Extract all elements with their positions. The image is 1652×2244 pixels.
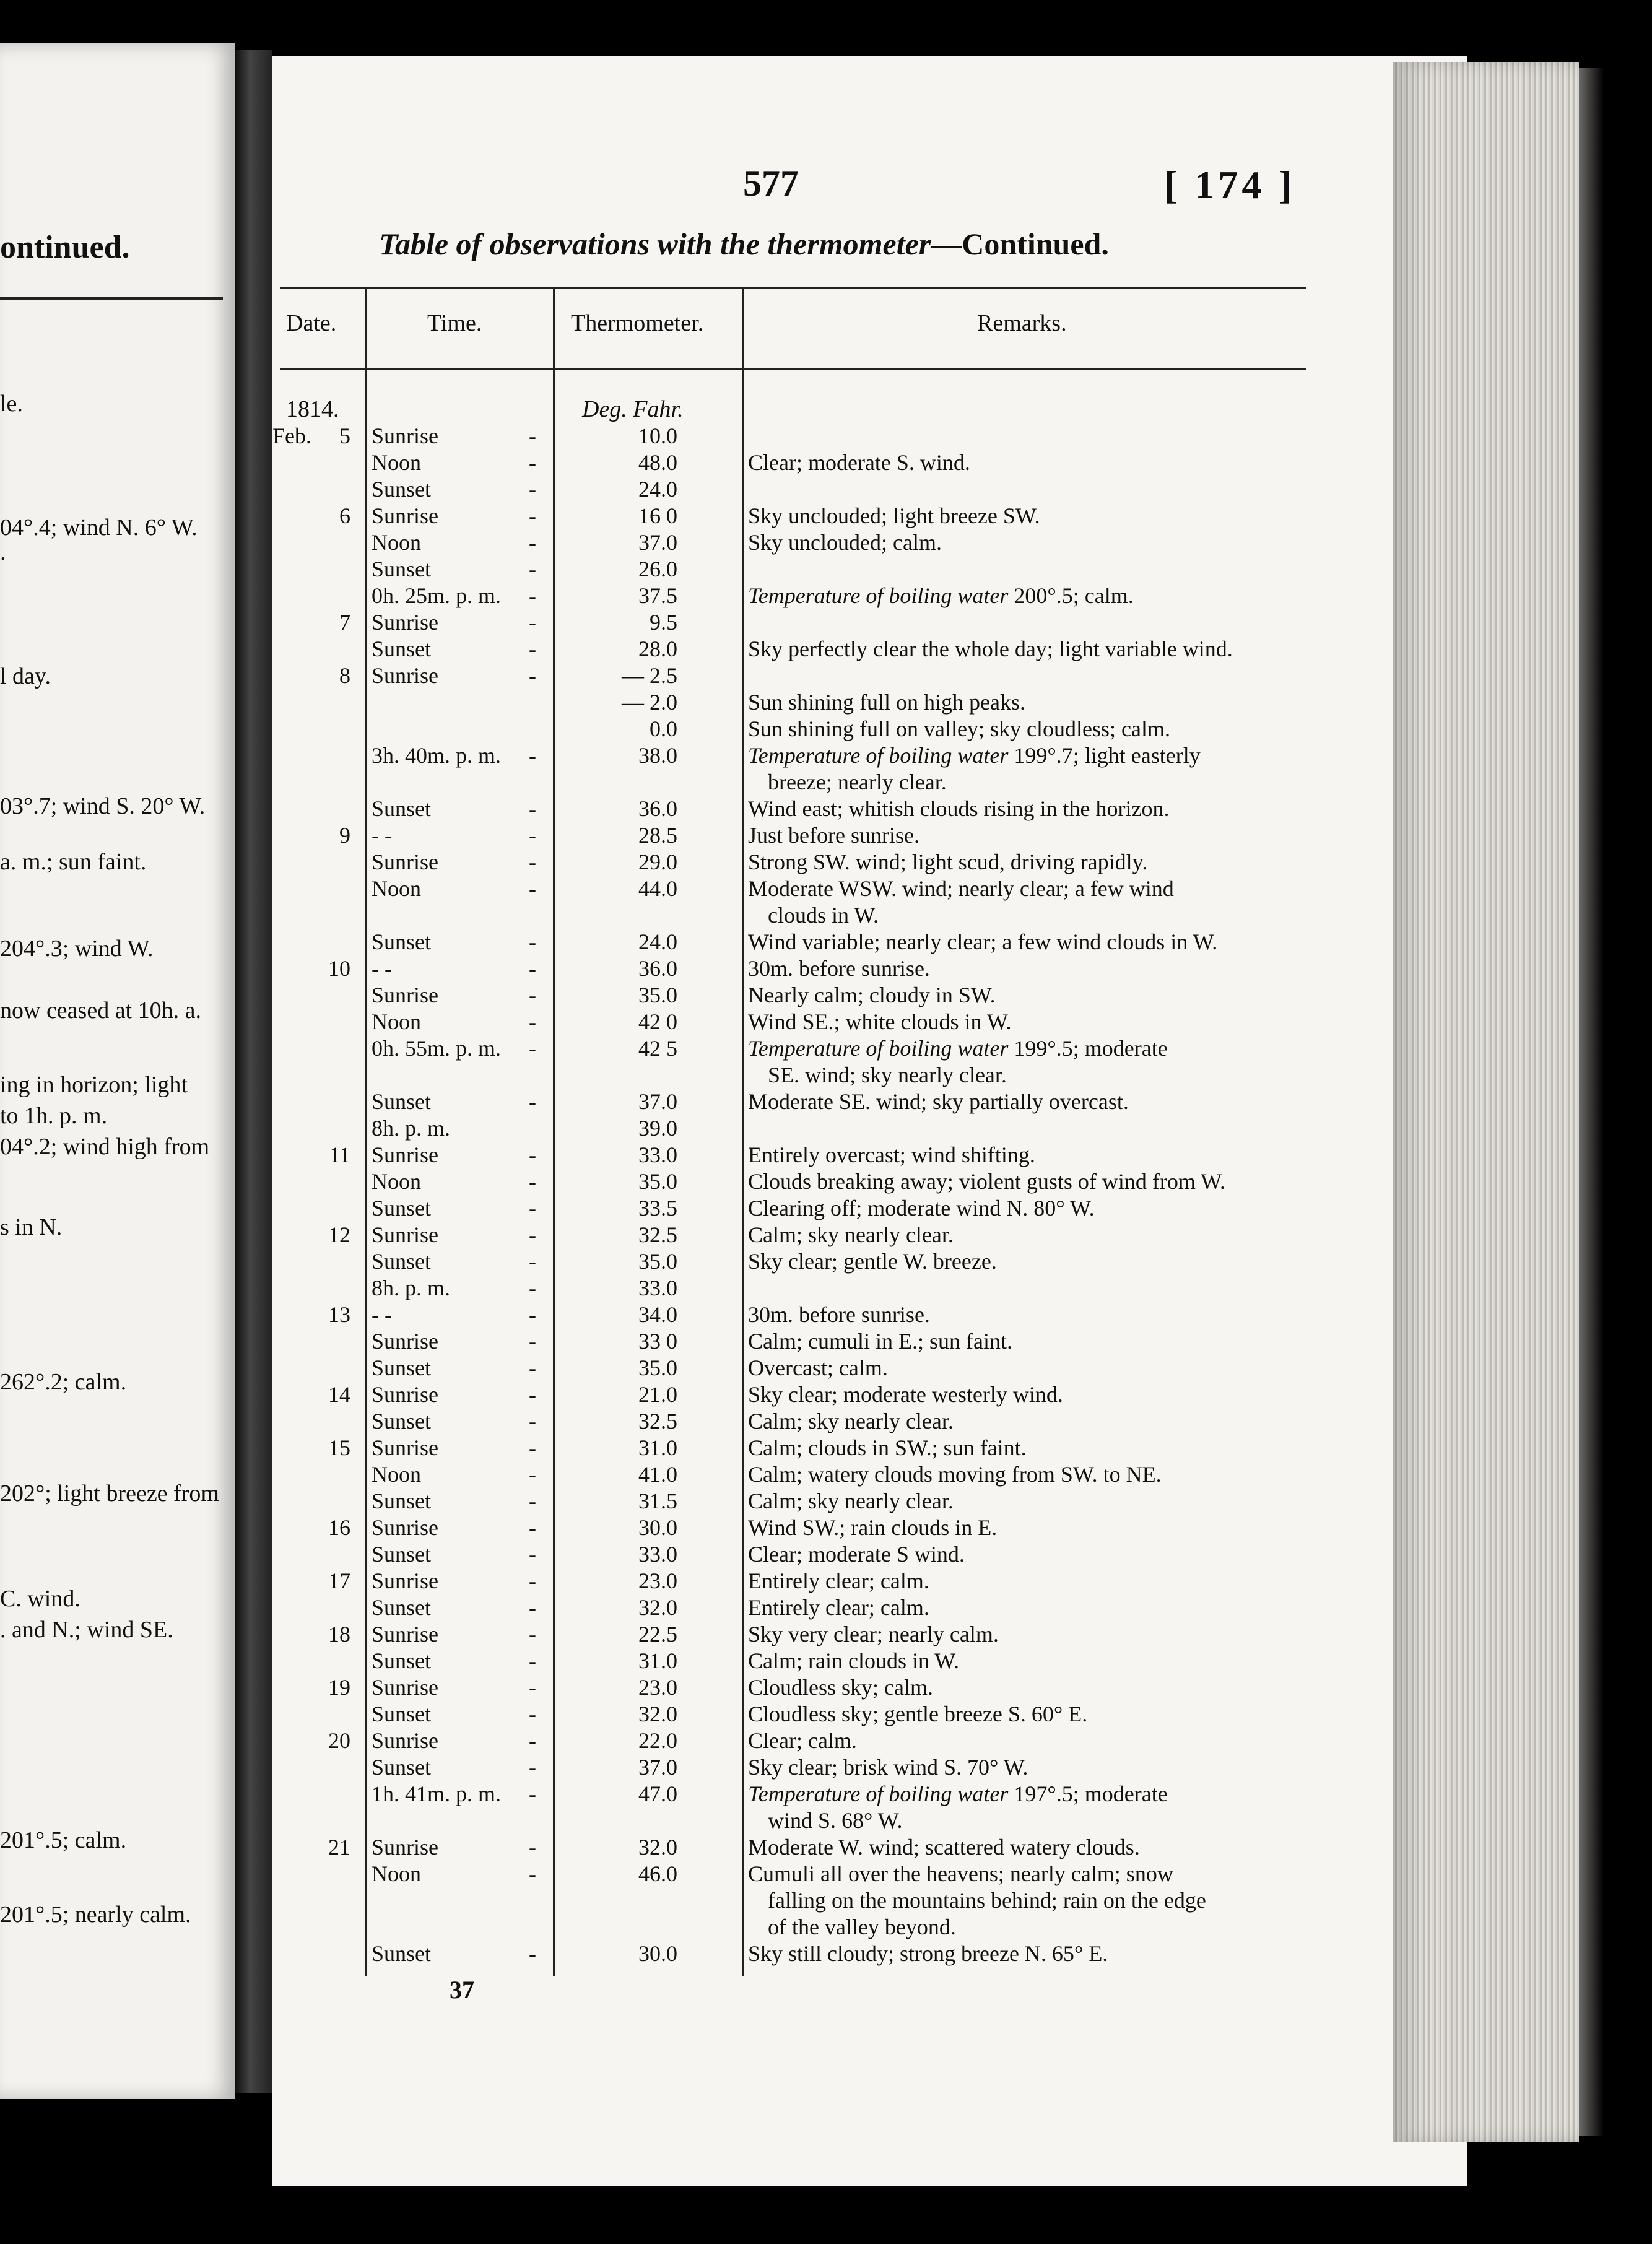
cell-remarks: Calm; rain clouds in W. [748,1648,959,1673]
cell-remarks: Clear; moderate S wind. [748,1542,965,1567]
cell-remarks: Sky very clear; nearly calm. [748,1622,999,1646]
cell-remarks: Sky unclouded; light breeze SW. [748,503,1040,528]
cell-remarks: Sky clear; brisk wind S. 70° W. [748,1755,1028,1780]
cell-time: Sunset [372,1648,432,1673]
cell-date: 9 [339,823,350,848]
cell-dash: - [529,983,536,1007]
table-title [379,226,1109,262]
cell-time: Sunrise [372,1728,438,1753]
cell-remarks: Overcast; calm. [748,1355,888,1380]
cell-time: Sunrise [372,663,438,688]
cell-remarks: Wind SW.; rain clouds in E. [748,1515,998,1540]
cell-date: 6 [339,503,350,528]
cell-thermometer: 32.0 [638,1835,677,1859]
cell-date: 11 [329,1142,350,1167]
cell-time: Sunset [372,1355,432,1380]
left-page-text-fragment: 03°.7; wind S. 20° W. [0,793,206,819]
column-header-thermometer: Thermometer. [571,310,704,336]
year-label: 1814. [286,396,339,422]
cell-time: Sunset [372,1755,432,1780]
cell-dash: - [529,823,536,848]
cell-thermometer: 47.0 [638,1781,677,1806]
cell-time: Sunset [372,1089,432,1114]
cell-dash: - [529,1009,536,1034]
cell-remarks: Sky clear; gentle W. breeze. [748,1249,997,1274]
cell-remarks: Calm; sky nearly clear. [748,1222,954,1247]
cell-time: 8h. p. m. [372,1116,451,1141]
cell-dash: - [529,743,536,768]
cell-dash: - [529,876,536,901]
cell-remarks: Cloudless sky; calm. [748,1675,933,1700]
cell-remarks: Wind east; whitish clouds rising in the horizon. [748,796,1170,821]
cell-time: Sunset [372,1249,432,1274]
cell-remarks: SE. wind; sky nearly clear. [768,1063,1007,1087]
cell-dash: - [529,1595,536,1620]
cell-remarks: Temperature of boiling water 199°.5; moderate [748,1036,1168,1061]
cell-date: 19 [328,1675,350,1700]
cell-remarks: Wind SE.; white clouds in W. [748,1009,1012,1034]
cell-thermometer: 46.0 [638,1861,677,1886]
cell-dash: - [529,1329,536,1354]
cell-dash: - [529,663,536,688]
cell-time: Noon [372,1462,421,1487]
cell-time: Noon [372,1861,421,1886]
cell-dash: - [529,1196,536,1220]
cell-thermometer: — 2.0 [622,690,677,715]
left-page-rule [0,297,223,300]
cell-remarks: of the valley beyond. [768,1915,956,1939]
cell-dash: - [529,1542,536,1567]
cell-dash: - [529,1781,536,1806]
left-page-text-fragment: to 1h. p. m. [0,1103,108,1129]
cell-dash: - [529,637,536,661]
left-page-text-fragment: 04°.4; wind N. 6° W. [0,515,198,541]
cell-time: Sunrise [372,1568,438,1593]
cell-thermometer: 37.5 [638,583,677,608]
cell-dash: - [529,477,536,502]
cell-time: Sunset [372,796,432,821]
cell-time: Sunset [372,1489,432,1513]
cell-thermometer: 31.0 [638,1435,677,1460]
cell-time: - - [372,823,392,848]
cell-thermometer: 21.0 [638,1382,677,1407]
cell-time: Sunrise [372,424,438,448]
cell-remarks: Sky unclouded; calm. [748,530,942,555]
cell-time: Sunset [372,1595,432,1620]
unit-label: Deg. Fahr. [582,396,684,422]
cell-dash: - [529,1702,536,1726]
cell-remarks: Sky still cloudy; strong breeze N. 65° E. [748,1941,1108,1966]
cell-time: 1h. 41m. p. m. [372,1781,502,1806]
cell-dash: - [529,1169,536,1194]
table-title-continued: —Continued. [931,227,1109,261]
table-row [280,556,1306,583]
cell-time: Sunrise [372,610,438,635]
cell-remarks: Clearing off; moderate wind N. 80° W. [748,1196,1095,1220]
cell-dash: - [529,1142,536,1167]
cell-time: Sunrise [372,1515,438,1540]
cell-thermometer: 33.0 [638,1142,677,1167]
cell-dash: - [529,796,536,821]
cell-date: 7 [339,610,350,635]
column-header-date: Date. [286,310,337,336]
page-edge-shadow [1579,68,1604,2136]
cell-dash: - [529,1489,536,1513]
cell-time: Sunrise [372,850,438,874]
page-edges [1393,62,1579,2142]
cell-thermometer: 28.0 [638,637,677,661]
column-header-remarks: Remarks. [977,310,1067,336]
left-page-heading: ontinued. [0,230,130,265]
page-gutter [235,50,272,2093]
cell-remarks: Cumuli all over the heavens; nearly calm; snow [748,1861,1173,1886]
cell-time: Noon [372,450,421,475]
cell-dash: - [529,530,536,555]
cell-remarks: Calm; sky nearly clear. [748,1409,954,1433]
left-page-text-fragment: s in N. [0,1214,63,1240]
cell-time: Sunrise [372,503,438,528]
cell-thermometer: 24.0 [638,477,677,502]
column-header-time: Time. [427,310,482,336]
cell-remarks: Nearly calm; cloudy in SW. [748,983,996,1007]
cell-date: 16 [328,1515,350,1540]
cell-dash: - [529,850,536,874]
cell-dash: - [529,1515,536,1540]
cell-time: - - [372,956,392,981]
cell-thermometer: 32.0 [638,1702,677,1726]
cell-thermometer: 32.0 [638,1595,677,1620]
cell-time: Sunrise [372,1835,438,1859]
cell-thermometer: 23.0 [638,1675,677,1700]
cell-remarks: Temperature of boiling water 197°.5; moderate [748,1781,1168,1806]
cell-remarks: Just before sunrise. [748,823,919,848]
cell-thermometer: 36.0 [638,956,677,981]
cell-dash: - [529,1622,536,1646]
cell-thermometer: 23.0 [638,1568,677,1593]
cell-time: Noon [372,876,421,901]
cell-dash: - [529,956,536,981]
cell-thermometer: 35.0 [638,1249,677,1274]
cell-dash: - [529,1409,536,1433]
cell-dash: - [529,1355,536,1380]
cell-dash: - [529,1675,536,1700]
cell-date: 12 [328,1222,350,1247]
cell-date: 5 [339,424,350,448]
cell-remarks: Clouds breaking away; violent gusts of wind from W. [748,1169,1225,1194]
cell-remarks: Temperature of boiling water 199°.7; light easterly [748,743,1201,768]
left-page-text-fragment: C. wind. [0,1586,80,1612]
cell-dash: - [529,583,536,608]
cell-dash: - [529,1382,536,1407]
cell-dash: - [529,424,536,448]
cell-time: Sunrise [372,1222,438,1247]
cell-time: Sunset [372,477,432,502]
cell-time: Sunrise [372,1622,438,1646]
cell-dash: - [529,1276,536,1300]
cell-time: Sunrise [372,1329,438,1354]
document-number: [ 174 ] [1164,163,1296,207]
cell-date: 17 [328,1568,350,1593]
cell-time: Sunset [372,929,432,954]
cell-remarks: Sun shining full on valley; sky cloudless; calm. [748,716,1170,741]
cell-dash: - [529,1941,536,1966]
table-top-rule [280,287,1306,289]
cell-remarks: 30m. before sunrise. [748,956,930,981]
cell-time: 0h. 25m. p. m. [372,583,502,608]
cell-time: Sunrise [372,983,438,1007]
cell-thermometer: 29.0 [638,850,677,874]
cell-remarks: Calm; sky nearly clear. [748,1489,954,1513]
cell-remarks: Strong SW. wind; light scud, driving rapidly. [748,850,1148,874]
cell-time: Sunset [372,1542,432,1567]
cell-remarks: Calm; clouds in SW.; sun faint. [748,1435,1027,1460]
cell-thermometer: 44.0 [638,876,677,901]
cell-remarks: Cloudless sky; gentle breeze S. 60° E. [748,1702,1088,1726]
cell-time: Sunset [372,637,432,661]
cell-thermometer: 9.5 [650,610,677,635]
cell-remarks: Clear; moderate S. wind. [748,450,970,475]
cell-date: 15 [328,1435,350,1460]
cell-thermometer: 38.0 [638,743,677,768]
cell-remarks: Wind variable; nearly clear; a few wind clouds in W. [748,929,1218,954]
cell-remarks: Sky clear; moderate westerly wind. [748,1382,1063,1407]
cell-thermometer: 28.5 [638,823,677,848]
cell-time: Sunrise [372,1142,438,1167]
cell-thermometer: 31.5 [638,1489,677,1513]
left-page-text-fragment: 04°.2; wind high from [0,1134,210,1160]
cell-remarks: falling on the mountains behind; rain on the edge [768,1888,1206,1913]
left-page-text-fragment: 201°.5; nearly calm. [0,1902,191,1928]
cell-dash: - [529,450,536,475]
cell-time: Sunrise [372,1435,438,1460]
cell-time: Noon [372,1169,421,1194]
cell-thermometer: — 2.5 [622,663,677,688]
cell-date: 8 [339,663,350,688]
table-title-italic: Table of observations with the thermometer [379,227,931,261]
cell-remarks: Calm; cumuli in E.; sun faint. [748,1329,1012,1354]
cell-dash: - [529,1835,536,1859]
cell-dash: - [529,1036,536,1061]
cell-thermometer: 42 0 [638,1009,677,1034]
left-page-text-fragment: 201°.5; calm. [0,1827,127,1853]
left-page-text-fragment: a. m.; sun faint. [0,849,147,875]
cell-thermometer: 33 0 [638,1329,677,1354]
cell-thermometer: 33.5 [638,1196,677,1220]
cell-remarks: Sun shining full on high peaks. [748,690,1025,715]
left-page-text-fragment: 204°.3; wind W. [0,936,154,962]
cell-time: - - [372,1302,392,1327]
cell-thermometer: 30.0 [638,1515,677,1540]
cell-date: 14 [328,1382,350,1407]
cell-time: Sunset [372,1702,432,1726]
cell-dash: - [529,557,536,581]
cell-thermometer: 35.0 [638,1355,677,1380]
cell-remarks: Moderate SE. wind; sky partially overcast. [748,1089,1129,1114]
cell-remarks: 30m. before sunrise. [748,1302,930,1327]
cell-remarks: Calm; watery clouds moving from SW. to NE. [748,1462,1162,1487]
cell-thermometer: 24.0 [638,929,677,954]
left-page-text-fragment: ing in horizon; light [0,1072,188,1098]
cell-dash: - [529,1222,536,1247]
cell-thermometer: 35.0 [638,1169,677,1194]
cell-thermometer: 37.0 [638,1755,677,1780]
cell-time: Sunrise [372,1382,438,1407]
cell-remarks: Entirely overcast; wind shifting. [748,1142,1035,1167]
cell-remarks: Sky perfectly clear the whole day; light variable wind. [748,637,1233,661]
cell-thermometer: 16 0 [638,503,677,528]
cell-dash: - [529,1728,536,1753]
cell-date: 18 [328,1622,350,1646]
cell-thermometer: 0.0 [650,716,677,741]
cell-thermometer: 22.0 [638,1728,677,1753]
cell-time: 8h. p. m. [372,1276,451,1300]
left-page-text-fragment: 262°.2; calm. [0,1369,127,1395]
cell-dash: - [529,1302,536,1327]
month-label: Feb. [272,424,311,448]
left-page-text-fragment: le. [0,391,23,417]
left-page-text-fragment: . and N.; wind SE. [0,1617,173,1643]
table-header-rule [280,368,1306,370]
left-page-text-fragment: now ceased at 10h. a. [0,998,201,1024]
cell-date: 10 [328,956,350,981]
cell-thermometer: 32.5 [638,1409,677,1433]
cell-thermometer: 48.0 [638,450,677,475]
cell-dash: - [529,1089,536,1114]
cell-remarks: Moderate W. wind; scattered watery clouds. [748,1835,1140,1859]
cell-thermometer: 26.0 [638,557,677,581]
cell-time: Sunset [372,1409,432,1433]
cell-thermometer: 33.0 [638,1276,677,1300]
cell-thermometer: 36.0 [638,796,677,821]
left-page [0,43,235,2099]
cell-dash: - [529,1435,536,1460]
cell-thermometer: 41.0 [638,1462,677,1487]
cell-time: Sunrise [372,1675,438,1700]
cell-thermometer: 33.0 [638,1542,677,1567]
cell-thermometer: 35.0 [638,983,677,1007]
cell-date: 13 [328,1302,350,1327]
left-page-text-fragment: l day. [0,663,51,689]
cell-dash: - [529,1568,536,1593]
cell-remarks: clouds in W. [768,903,879,928]
cell-thermometer: 32.5 [638,1222,677,1247]
cell-thermometer: 37.0 [638,530,677,555]
cell-thermometer: 34.0 [638,1302,677,1327]
cell-remarks: wind S. 68° W. [768,1808,903,1833]
cell-time: 3h. 40m. p. m. [372,743,502,768]
cell-date: 21 [328,1835,350,1859]
cell-thermometer: 10.0 [638,424,677,448]
cell-remarks: Clear; calm. [748,1728,857,1753]
cell-thermometer: 42 5 [638,1036,677,1061]
cell-remarks: Entirely clear; calm. [748,1595,929,1620]
cell-thermometer: 30.0 [638,1941,677,1966]
left-page-text-fragment: 202°; light breeze from [0,1481,219,1507]
cell-dash: - [529,1861,536,1886]
cell-time: Noon [372,530,421,555]
cell-thermometer: 31.0 [638,1648,677,1673]
cell-dash: - [529,1249,536,1274]
cell-time: Sunset [372,1941,432,1966]
cell-date: 20 [328,1728,350,1753]
cell-dash: - [529,929,536,954]
page-footer-signature: 37 [450,1976,474,2004]
cell-thermometer: 37.0 [638,1089,677,1114]
cell-remarks: breeze; nearly clear. [768,770,947,794]
cell-time: 0h. 55m. p. m. [372,1036,502,1061]
cell-dash: - [529,503,536,528]
left-page-text-fragment: . [0,539,6,565]
cell-dash: - [529,1648,536,1673]
cell-thermometer: 22.5 [638,1622,677,1646]
table-row [280,476,1306,503]
cell-dash: - [529,1462,536,1487]
cell-remarks: Entirely clear; calm. [748,1568,929,1593]
cell-remarks: Moderate WSW. wind; nearly clear; a few wind [748,876,1174,901]
cell-remarks: Temperature of boiling water 200°.5; calm. [748,583,1134,608]
page-number: 577 [743,163,799,204]
cell-time: Sunset [372,557,432,581]
cell-time: Noon [372,1009,421,1034]
cell-time: Sunset [372,1196,432,1220]
cell-dash: - [529,1755,536,1780]
cell-dash: - [529,610,536,635]
cell-thermometer: 39.0 [638,1116,677,1141]
